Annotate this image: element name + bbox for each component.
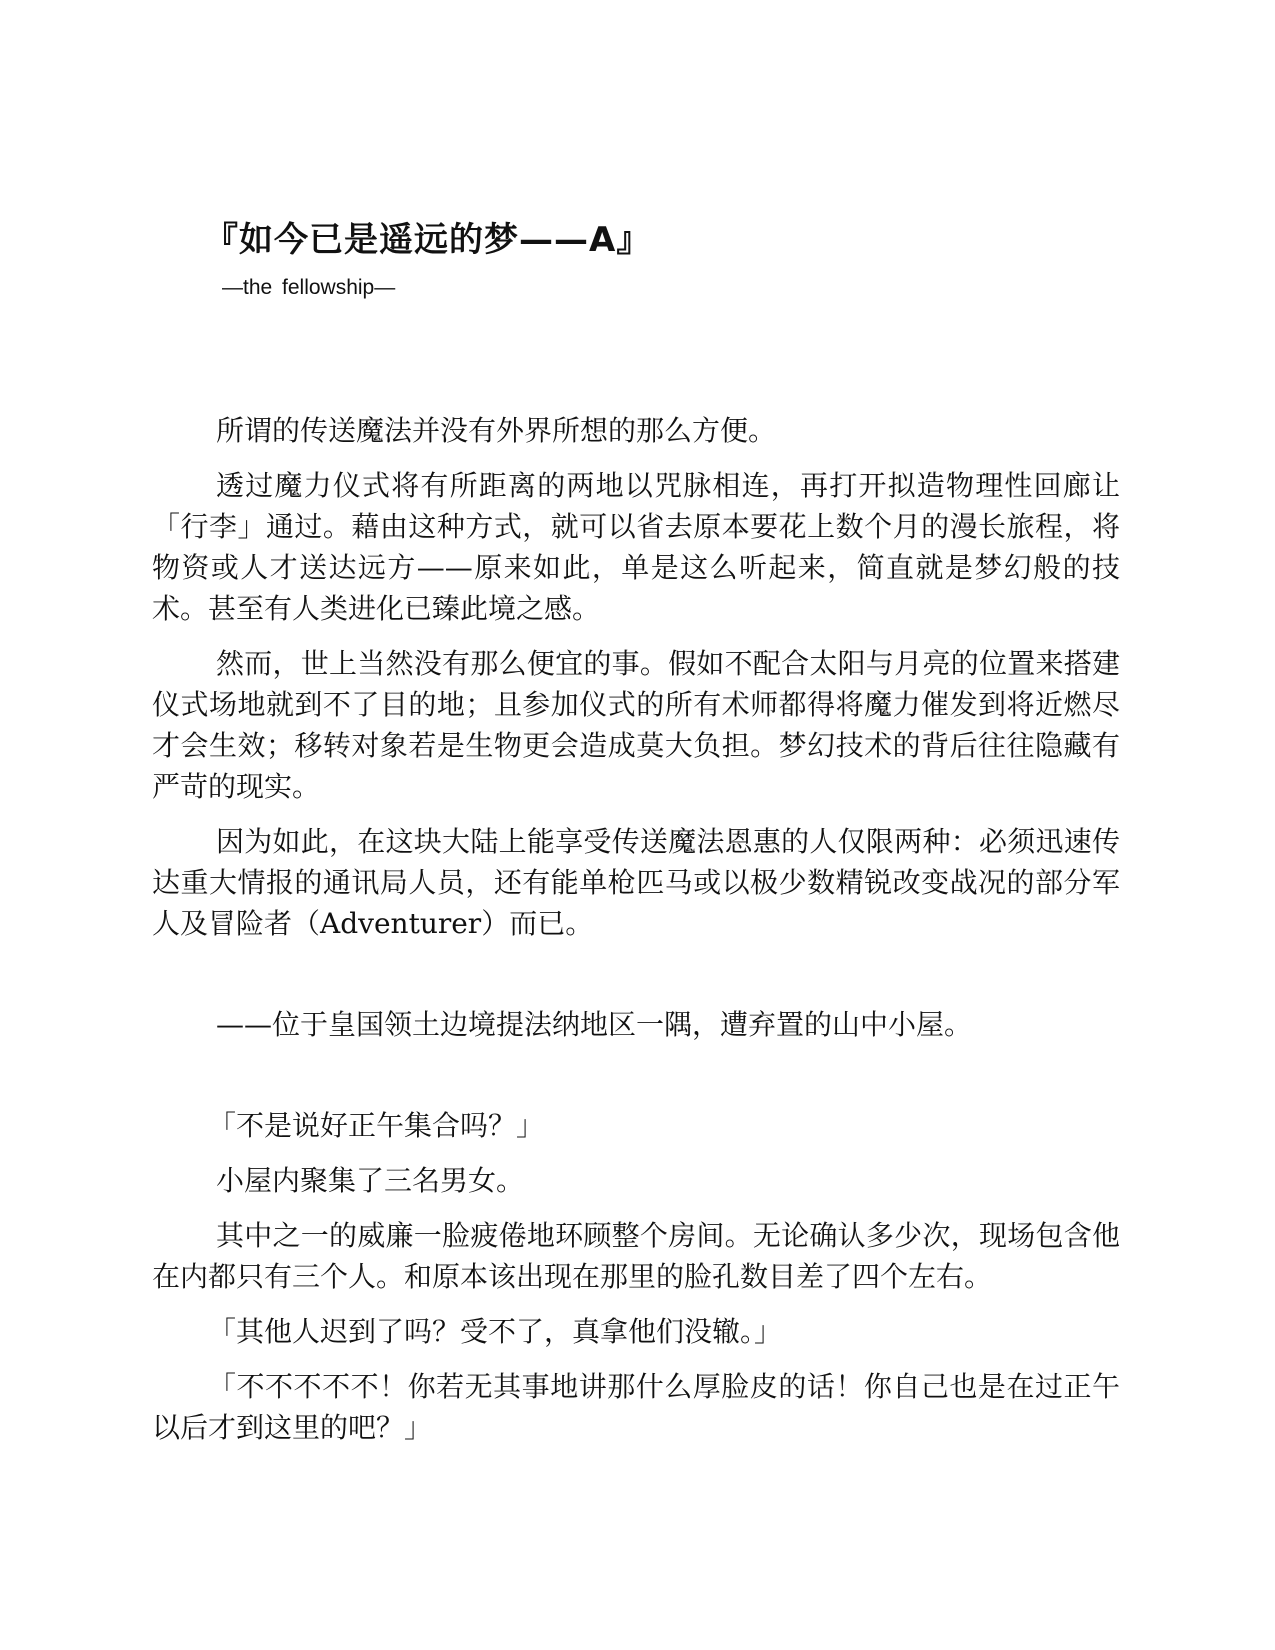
scene-break-paragraph: ——位于皇国领土边境提法纳地区一隅，遭弃置的山中小屋。 (216, 1008, 973, 1041)
paragraph: 透过魔力仪式将有所距离的两地以咒脉相连，再打开拟造物理性回廊让「行李」通过。藉由这种方式，就可以省去原本要花上数个月的漫长旅程，将物资或人才送达远方——原来如此，单是这么听起来，简直就是梦幻般的技术。甚至有人类进化已臻此境之感。 (152, 469, 1120, 625)
paragraph: 然而，世上当然没有那么便宜的事。假如不配合太阳与月亮的位置来搭建仪式场地就到不了目的地；且参加仪式的所有术师都得将魔力催发到将近燃尽才会生效；移转对象若是生物更会造成莫大负担。梦幻技术的背后往往隐藏有严苛的现实。 (152, 647, 1120, 803)
chapter-body (152, 410, 1120, 1462)
paragraph: 小屋内聚集了三名男女。 (216, 1164, 525, 1197)
chapter-title: 『如今已是遥远的梦——A』 (204, 220, 652, 260)
dialogue-line: 「不是说好正午集合吗？」 (208, 1109, 545, 1142)
paragraph: 所谓的传送魔法并没有外界所想的那么方便。 (216, 414, 777, 447)
paragraph: 因为如此，在这块大陆上能享受传送魔法恩惠的人仅限两种：必须迅速传达重大情报的通讯局人员，还有能单枪匹马或以极少数精锐改变战况的部分军人及冒险者（Adventurer）而已。 (152, 825, 1120, 940)
chapter-subtitle: —the fellowship— (222, 276, 396, 299)
dialogue-line: 「其他人迟到了吗？受不了，真拿他们没辙。」 (208, 1315, 783, 1348)
dialogue-line: 「不不不不不！你若无其事地讲那什么厚脸皮的话！你自己也是在过正午以后才到这里的吧？」 (152, 1370, 1120, 1444)
paragraph: 其中之一的威廉一脸疲倦地环顾整个房间。无论确认多少次，现场包含他在内都只有三个人。和原本该出现在那里的脸孔数目差了四个左右。 (152, 1219, 1120, 1293)
